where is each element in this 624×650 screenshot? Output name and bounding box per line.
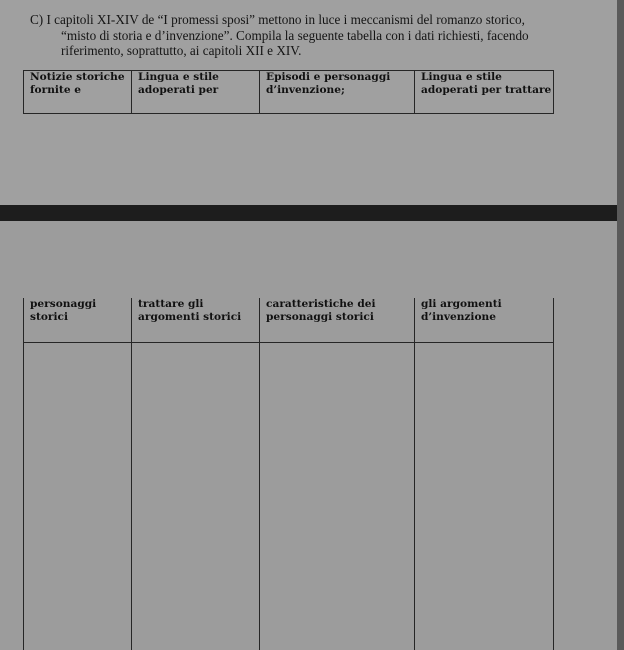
instruction-line-1: C) I capitoli XI-XIV de “I promessi sposi” mettono in luce i meccanismi del romanzo storico, [30,12,525,27]
page-edge-shadow [617,0,624,650]
header-text: Notizie storiche [30,71,125,83]
header-cell-language-style-invention [415,71,554,114]
header-text: personaggi [30,298,97,310]
header-text: storici [30,310,69,323]
header-cell-language-style [132,71,260,114]
exercise-instruction [30,12,570,59]
exercise-table-bottom [23,298,554,650]
header-text: Episodi e personaggi [266,71,391,83]
answer-cell[interactable] [415,342,554,650]
answer-cell[interactable] [132,342,260,650]
header-text: d’invenzione [421,310,496,323]
header-cell-historical-characters [24,298,132,342]
header-text: Lingua e stile [421,71,502,83]
header-text: trattare gli [138,298,204,310]
instruction-line-3: riferimento, soprattutto, ai capitoli XII e XIV. [61,43,302,58]
exercise-table-top [23,70,554,114]
header-text: adoperati per [138,83,219,96]
page-divider [0,205,624,221]
header-text: caratteristiche dei [266,298,376,310]
instruction-line-2: “misto di storia e d’invenzione”. Compila la seguente tabella con i dati richiesti, facendo [61,27,529,43]
answer-cell[interactable] [24,342,132,650]
header-cell-historical-notes [24,71,132,114]
header-text: adoperati per trattare [421,83,552,96]
header-text: fornite e [30,83,81,96]
header-cell-invented-topics [415,298,554,342]
header-cell-episodes-characters [260,71,415,114]
header-text: gli argomenti [421,298,502,310]
header-cell-character-traits [260,298,415,342]
header-text: Lingua e stile [138,71,219,83]
header-cell-historical-topics [132,298,260,342]
header-text: argomenti storici [138,310,242,323]
answer-cell[interactable] [260,342,415,650]
header-text: personaggi storici [266,310,374,323]
header-text: d’invenzione; [266,83,345,96]
